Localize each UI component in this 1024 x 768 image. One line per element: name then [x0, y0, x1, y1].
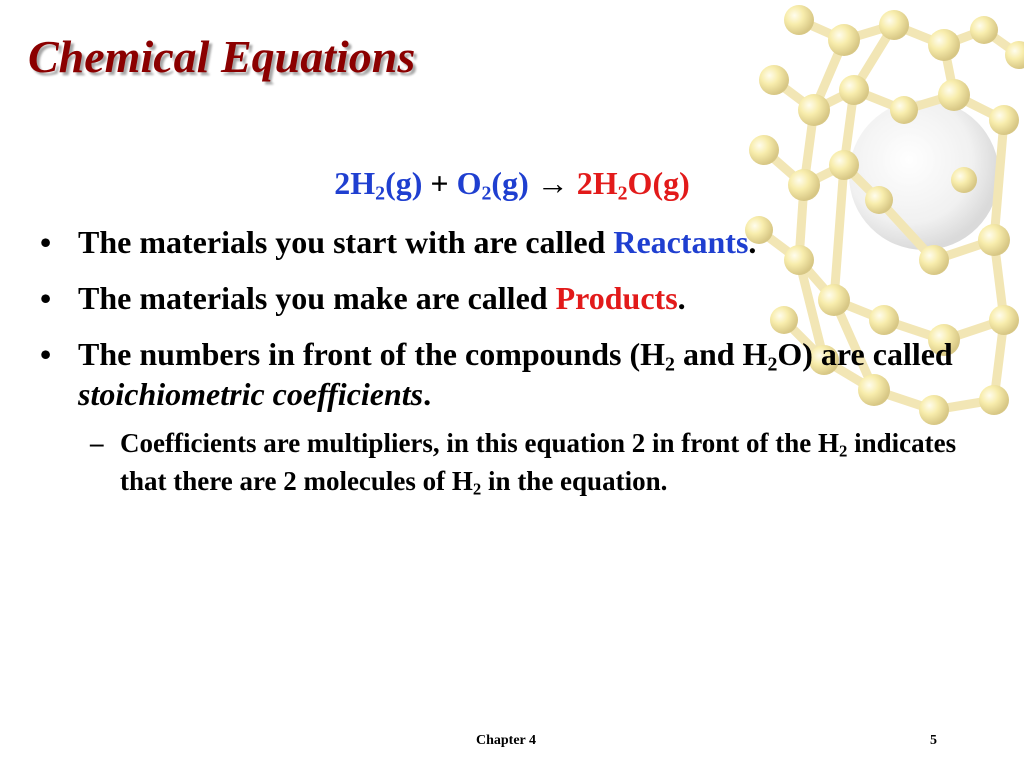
reactants-term: Reactants — [613, 224, 749, 260]
product-water — [576, 165, 690, 205]
subbullet-text: Coefficients are multipliers, in this equation 2 in front of the H — [120, 428, 839, 458]
bullet-coefficients — [30, 334, 970, 414]
bullet-text: The numbers in front of the compounds (H — [78, 336, 666, 372]
products-term: Products — [555, 280, 678, 316]
subbullet-text: indicates that there are 2 molecules of H — [120, 428, 957, 496]
bullet-dot: • — [40, 336, 52, 372]
subscript: 2 — [665, 353, 675, 376]
reactant-oxygen-formula: O — [456, 165, 482, 201]
slide-title: Chemical Equations — [28, 31, 416, 82]
reactant-hydrogen-coef: 2H — [334, 165, 376, 201]
subscript: 2 — [767, 353, 778, 376]
bullet-end: . — [748, 224, 757, 260]
subbullet-multipliers — [90, 424, 970, 500]
subscript: 2 — [838, 441, 848, 461]
bullet-text: O) are called — [777, 336, 953, 372]
bullet-text: and H — [674, 336, 768, 372]
reactant-oxygen-state: (g) — [491, 165, 529, 201]
bullet-text: The materials you start with are called — [78, 224, 614, 260]
bullet-dot: • — [40, 280, 52, 316]
reactant-oxygen — [456, 165, 529, 205]
subbullet-text: in the equation. — [481, 466, 668, 496]
bullet-products — [30, 278, 970, 318]
bullet-dot: • — [40, 224, 52, 260]
bullet-list — [30, 222, 970, 500]
reactant-oxygen-subscript: 2 — [481, 182, 492, 205]
stoichiometric-term: stoichiometric coefficients — [78, 376, 424, 412]
product-water-subscript: 2 — [617, 182, 628, 205]
dash-marker: – — [90, 428, 104, 458]
reaction-arrow: → — [536, 165, 569, 201]
product-water-coef: 2H — [576, 165, 618, 201]
product-water-rest: O(g) — [627, 165, 690, 201]
page-number: 5 — [930, 733, 937, 748]
plus-sign: + — [430, 165, 449, 201]
bullet-end: . — [423, 376, 432, 412]
chemical-equation — [0, 165, 1024, 205]
footer-chapter: Chapter 4 — [476, 733, 537, 748]
subscript: 2 — [472, 479, 482, 499]
bullet-text: The materials you make are called — [78, 280, 556, 316]
bullet-reactants — [30, 222, 970, 262]
reactant-hydrogen-subscript: 2 — [375, 182, 386, 205]
reactant-hydrogen-state: (g) — [385, 165, 423, 201]
bullet-end: . — [677, 280, 686, 316]
reactant-hydrogen — [334, 165, 423, 205]
